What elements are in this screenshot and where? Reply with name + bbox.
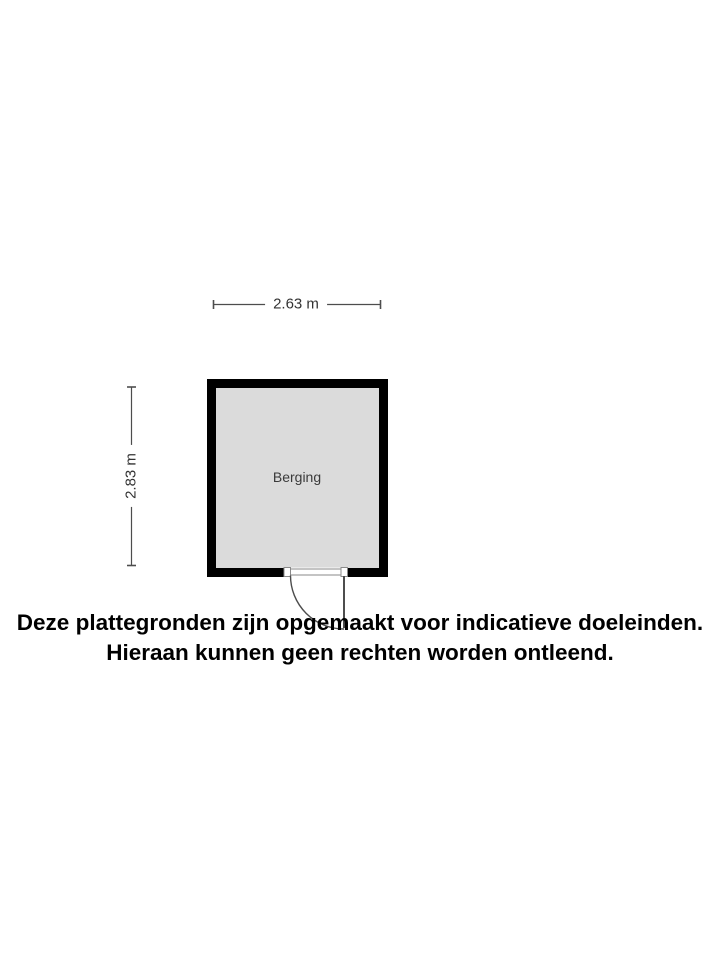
door-jamb-left xyxy=(284,568,291,577)
door-jamb-right xyxy=(341,568,348,577)
room-label: Berging xyxy=(272,469,322,485)
height-dimension-label: 2.83 m xyxy=(122,445,141,507)
width-dimension-label: 2.63 m xyxy=(265,295,327,314)
disclaimer-line-2: Hieraan kunnen geen rechten worden ontleend. xyxy=(106,640,614,665)
door-threshold xyxy=(291,569,342,575)
disclaimer xyxy=(0,608,720,668)
disclaimer-line-1: Deze plattegronden zijn opgemaakt voor indicatieve doeleinden. xyxy=(16,610,704,635)
